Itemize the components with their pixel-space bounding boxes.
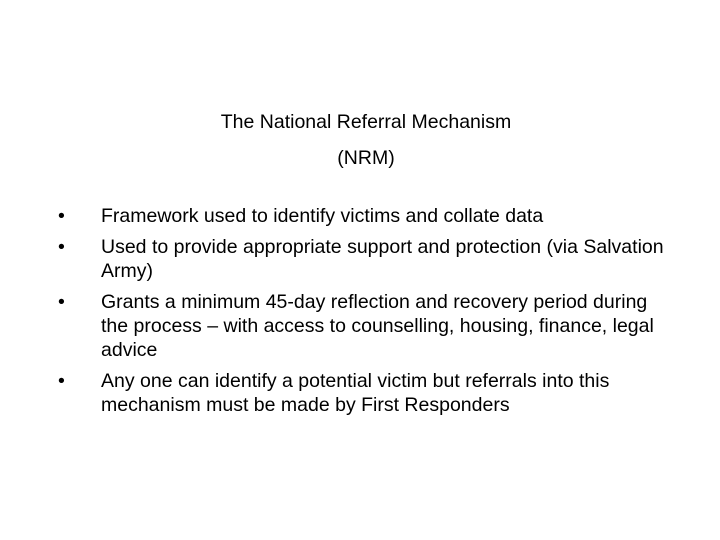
bullet-marker: • bbox=[58, 291, 65, 313]
bullet-text: Used to provide appropriate support and protection (via Salvation Army) bbox=[101, 236, 664, 282]
bullet-item-reflection-period bbox=[58, 290, 668, 362]
bullet-marker: • bbox=[58, 236, 65, 258]
bullet-item-support bbox=[58, 235, 668, 283]
slide-title bbox=[0, 104, 720, 176]
bullet-marker: • bbox=[58, 370, 65, 392]
title-line-2: (NRM) bbox=[337, 147, 395, 169]
title-line-1: The National Referral Mechanism bbox=[220, 111, 512, 133]
bullet-item-first-responders bbox=[58, 369, 668, 417]
bullet-text: Framework used to identify victims and collate data bbox=[101, 205, 544, 227]
bullet-item-framework bbox=[58, 204, 668, 228]
bullet-text: Grants a minimum 45-day reflection and recovery period during the process – with access to counselling, housing, finance, legal advice bbox=[101, 291, 654, 361]
bullet-marker: • bbox=[58, 205, 65, 227]
bullet-text: Any one can identify a potential victim but referrals into this mechanism must be made by First Responders bbox=[101, 370, 610, 416]
bullet-list bbox=[58, 204, 668, 424]
